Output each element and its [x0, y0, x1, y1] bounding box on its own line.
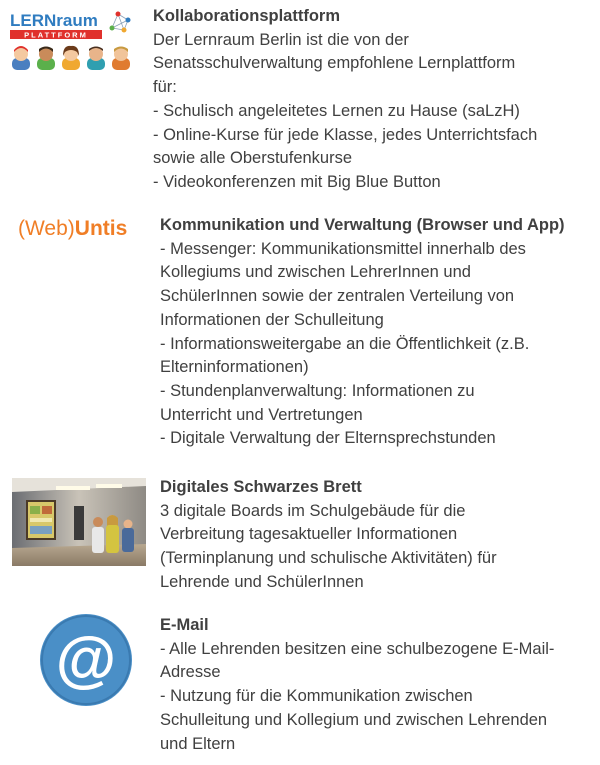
email-at-icon-graphic	[38, 612, 134, 708]
text-line: Schulleitung und Kollegium und zwischen Lehrenden	[160, 710, 548, 729]
text-line: - Nutzung für die Kommunikation zwischen	[160, 687, 473, 706]
text-line: Der Lernraum Berlin ist die von der	[153, 30, 409, 49]
lernraum-logo-graphic	[8, 6, 138, 72]
text-line: - Online-Kurse für jede Klasse, jedes Unterrichtsfach	[153, 125, 538, 144]
digital-board-photo	[12, 478, 146, 566]
text-line: - Alle Lehrenden besitzen eine schulbezogene E-Mail-	[160, 639, 555, 658]
webuntis-logo-part2: Untis	[74, 217, 128, 240]
text-line: - Videokonferenzen mit Big Blue Button	[153, 172, 441, 191]
webuntis-logo	[18, 217, 127, 241]
text-line: Verbreitung tagesaktueller Informationen	[160, 525, 458, 544]
people-icons	[12, 46, 130, 70]
text-line: Senatsschulverwaltung empfohlene Lernplattform	[153, 54, 516, 73]
text-line: sowie alle Oberstufenkurse	[153, 149, 353, 168]
digital-board-text	[160, 476, 600, 595]
text-line: 3 digitale Boards im Schulgebäude für die	[160, 501, 466, 520]
text-line: - Schulisch angeleitetes Lernen zu Hause (saLzH)	[153, 101, 520, 120]
email-title: E-Mail	[160, 616, 209, 634]
text-line: (Terminplanung und schulische Aktivitäten) für	[160, 549, 497, 568]
at-symbol: @	[55, 625, 117, 694]
text-line: - Digitale Verwaltung der Elternsprechstunden	[160, 429, 496, 448]
lernraum-brand-word: LERNraum	[10, 11, 98, 30]
email-at-icon	[38, 612, 134, 708]
webuntis-title: Kommunikation und Verwaltung (Browser und App)	[160, 216, 565, 234]
text-line: und Eltern	[160, 734, 236, 753]
lernraum-text	[153, 5, 598, 195]
section-email	[0, 612, 600, 762]
students	[92, 515, 134, 553]
network-icon	[110, 12, 131, 33]
text-line: Informationen der Schulleitung	[160, 310, 384, 329]
text-line: - Stundenplanverwaltung: Informationen zu	[160, 381, 475, 400]
text-line: Unterricht und Vertretungen	[160, 405, 363, 424]
section-lernraum	[0, 0, 600, 200]
text-line: SchülerInnen sowie der zentralen Verteilung von	[160, 287, 515, 306]
section-webuntis	[0, 214, 600, 454]
text-line: Adresse	[160, 663, 221, 682]
text-line: Lehrende und SchülerInnen	[160, 572, 364, 591]
webuntis-logo-part1: (Web)	[18, 217, 75, 240]
lernraum-title: Kollaborationsplattform	[153, 7, 341, 25]
section-digital-board	[0, 474, 600, 598]
digital-board-photo-graphic	[12, 478, 146, 566]
lernraum-brand-sub: PLATTFORM	[24, 30, 88, 40]
email-text	[160, 614, 600, 756]
text-line: Kollegiums und zwischen LehrerInnen und	[160, 263, 471, 282]
text-line: - Informationsweitergabe an die Öffentlichkeit (z.B.	[160, 334, 530, 353]
text-line: für:	[153, 78, 177, 97]
text-line: - Messenger: Kommunikationsmittel innerhalb des	[160, 239, 526, 258]
text-line: Elterninformationen)	[160, 358, 309, 377]
lernraum-logo	[8, 6, 138, 72]
webuntis-text	[160, 214, 600, 451]
digital-board-title: Digitales Schwarzes Brett	[160, 478, 362, 496]
